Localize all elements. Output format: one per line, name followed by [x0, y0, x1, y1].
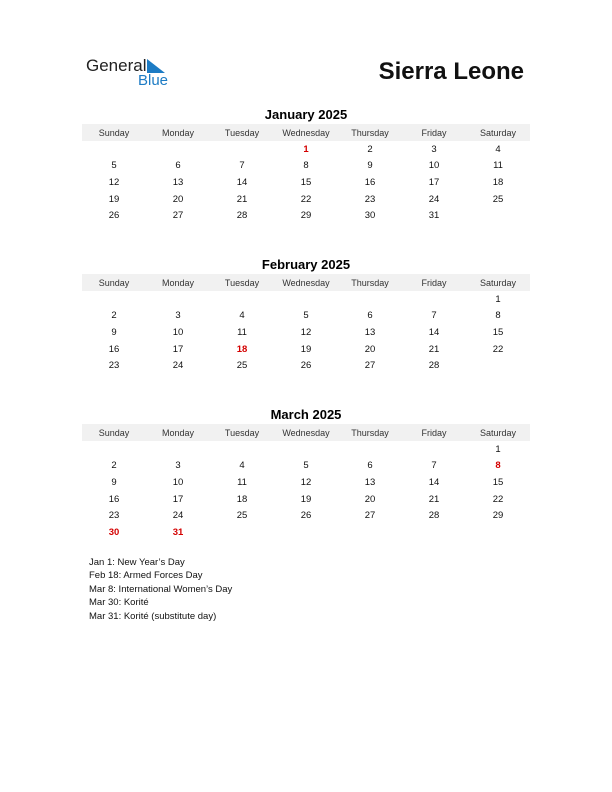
day-cell: 26	[300, 510, 312, 522]
weekday-label: Thursday	[351, 427, 389, 438]
day-cell: 6	[367, 460, 373, 472]
generalblue-logo	[86, 56, 196, 92]
weekday-label: Friday	[421, 427, 447, 438]
week-row	[82, 524, 530, 541]
day-cell: 2	[367, 143, 373, 155]
day-cell: 19	[300, 493, 312, 505]
day-cell: 19	[300, 343, 312, 355]
day-cell: 26	[108, 210, 120, 222]
day-cell: 10	[172, 326, 184, 338]
day-cell: 23	[108, 510, 120, 522]
day-cell: 11	[493, 160, 503, 172]
weekday-label: Wednesday	[282, 127, 330, 138]
day-cell: 1	[495, 443, 501, 455]
logo-general-text: General	[86, 56, 147, 75]
day-cell: 21	[236, 193, 248, 205]
day-cell: 28	[236, 210, 248, 222]
day-cell: 3	[175, 460, 181, 472]
day-grid	[82, 141, 530, 224]
week-row	[82, 507, 530, 524]
day-cell: 31	[172, 526, 184, 538]
day-cell: 17	[428, 176, 440, 188]
day-cell: 20	[364, 343, 376, 355]
week-row	[82, 341, 530, 358]
week-row	[82, 441, 530, 458]
weekday-label: Sunday	[98, 277, 130, 288]
day-cell: 10	[428, 160, 440, 172]
day-cell: 29	[492, 510, 504, 522]
day-cell: 23	[108, 360, 120, 372]
day-cell: 15	[492, 326, 504, 338]
week-row	[82, 191, 530, 208]
day-cell: 14	[236, 176, 248, 188]
day-cell: 5	[303, 460, 309, 472]
day-cell: 18	[492, 176, 504, 188]
logo-blue-text: Blue	[138, 72, 169, 89]
weekday-label: Tuesday	[224, 427, 260, 438]
day-cell: 28	[428, 510, 440, 522]
day-cell: 6	[367, 310, 373, 322]
day-cell: 18	[236, 493, 248, 505]
holiday-note: Mar 8: International Women’s Day	[89, 583, 233, 595]
day-cell: 21	[428, 343, 440, 355]
week-row	[82, 491, 530, 508]
day-cell: 24	[172, 360, 184, 372]
day-cell: 15	[300, 176, 312, 188]
day-cell: 12	[300, 326, 312, 338]
week-row	[82, 291, 530, 308]
day-cell: 21	[428, 493, 440, 505]
day-cell: 1	[495, 293, 501, 305]
day-cell: 4	[239, 310, 245, 322]
day-cell: 31	[428, 210, 440, 222]
day-cell: 22	[492, 343, 504, 355]
day-cell: 8	[495, 310, 501, 322]
day-cell: 4	[495, 143, 501, 155]
day-cell: 23	[364, 193, 376, 205]
holiday-notes	[89, 556, 232, 623]
weekday-label: Friday	[421, 277, 447, 288]
day-cell: 3	[175, 310, 181, 322]
day-cell: 19	[108, 193, 120, 205]
week-row	[82, 357, 530, 374]
day-cell: 9	[367, 160, 373, 172]
day-cell: 8	[303, 160, 309, 172]
weekday-label: Friday	[421, 127, 447, 138]
day-cell: 16	[364, 176, 376, 188]
day-cell: 13	[172, 176, 184, 188]
holiday-note: Jan 1: New Year’s Day	[89, 557, 185, 568]
weekday-label: Monday	[161, 127, 195, 138]
weekday-label: Tuesday	[224, 127, 260, 138]
day-cell: 5	[303, 310, 309, 322]
day-cell: 25	[492, 193, 504, 205]
week-row	[82, 324, 530, 341]
weekday-label: Thursday	[351, 277, 389, 288]
day-cell: 18	[236, 343, 248, 355]
day-cell: 24	[172, 510, 184, 522]
day-cell: 29	[300, 210, 312, 222]
weekday-label: Monday	[161, 277, 195, 288]
day-cell: 11	[237, 476, 247, 488]
day-cell: 12	[300, 476, 312, 488]
week-row	[82, 458, 530, 475]
month-title: January 2025	[264, 107, 348, 122]
day-cell: 13	[364, 476, 376, 488]
day-cell: 11	[237, 326, 247, 338]
day-cell: 27	[364, 360, 376, 372]
weekday-label: Wednesday	[282, 277, 330, 288]
day-cell: 9	[111, 476, 117, 488]
month-calendar-march	[82, 406, 530, 541]
day-cell: 3	[431, 143, 437, 155]
week-row	[82, 308, 530, 325]
day-cell: 6	[175, 160, 181, 172]
country-title: Sierra Leone	[378, 58, 524, 85]
day-cell: 28	[428, 360, 440, 372]
day-cell: 1	[303, 143, 309, 155]
day-cell: 27	[364, 510, 376, 522]
weekday-label: Sunday	[98, 427, 130, 438]
day-cell: 24	[428, 193, 440, 205]
weekday-label: Sunday	[98, 127, 130, 138]
day-cell: 30	[364, 210, 376, 222]
weekday-header	[82, 274, 530, 291]
day-cell: 7	[431, 460, 437, 472]
day-cell: 30	[108, 526, 120, 538]
day-cell: 13	[364, 326, 376, 338]
day-cell: 9	[111, 326, 117, 338]
week-row	[82, 474, 530, 491]
month-calendar-january	[82, 106, 530, 224]
logo-triangle-icon	[143, 59, 165, 73]
month-title: February 2025	[261, 257, 351, 272]
week-row	[82, 141, 530, 158]
weekday-label: Tuesday	[224, 277, 260, 288]
holiday-note: Mar 30: Korité	[89, 597, 149, 609]
day-cell: 26	[300, 360, 312, 372]
weekday-label: Monday	[161, 427, 195, 438]
day-cell: 7	[239, 160, 245, 172]
day-cell: 27	[172, 210, 184, 222]
day-cell: 7	[431, 310, 437, 322]
week-row	[82, 158, 530, 175]
day-cell: 8	[495, 460, 501, 472]
day-cell: 17	[172, 343, 184, 355]
day-grid	[82, 291, 530, 374]
weekday-header	[82, 424, 530, 441]
week-row	[82, 207, 530, 224]
weekday-label: Thursday	[351, 127, 389, 138]
weekday-header	[82, 124, 530, 141]
day-cell: 20	[364, 493, 376, 505]
day-cell: 10	[172, 476, 184, 488]
day-cell: 2	[111, 310, 117, 322]
day-cell: 25	[236, 510, 248, 522]
day-cell: 16	[108, 343, 120, 355]
holiday-note: Feb 18: Armed Forces Day	[89, 570, 203, 582]
day-cell: 20	[172, 193, 184, 205]
day-cell: 22	[300, 193, 312, 205]
day-cell: 14	[428, 326, 440, 338]
day-cell: 12	[108, 176, 120, 188]
week-row	[82, 174, 530, 191]
day-cell: 17	[172, 493, 184, 505]
day-cell: 5	[111, 160, 117, 172]
day-cell: 4	[239, 460, 245, 472]
weekday-label: Saturday	[479, 427, 517, 438]
holiday-note: Mar 31: Korité (substitute day)	[89, 610, 217, 622]
day-cell: 25	[236, 360, 248, 372]
day-cell: 14	[428, 476, 440, 488]
day-cell: 15	[492, 476, 504, 488]
day-cell: 22	[492, 493, 504, 505]
day-cell: 2	[111, 460, 117, 472]
weekday-label: Saturday	[479, 277, 517, 288]
day-grid	[82, 441, 530, 541]
month-calendar-february	[82, 256, 530, 374]
weekday-label: Wednesday	[282, 427, 330, 438]
day-cell: 16	[108, 493, 120, 505]
weekday-label: Saturday	[479, 127, 517, 138]
month-title: March 2025	[270, 407, 342, 422]
